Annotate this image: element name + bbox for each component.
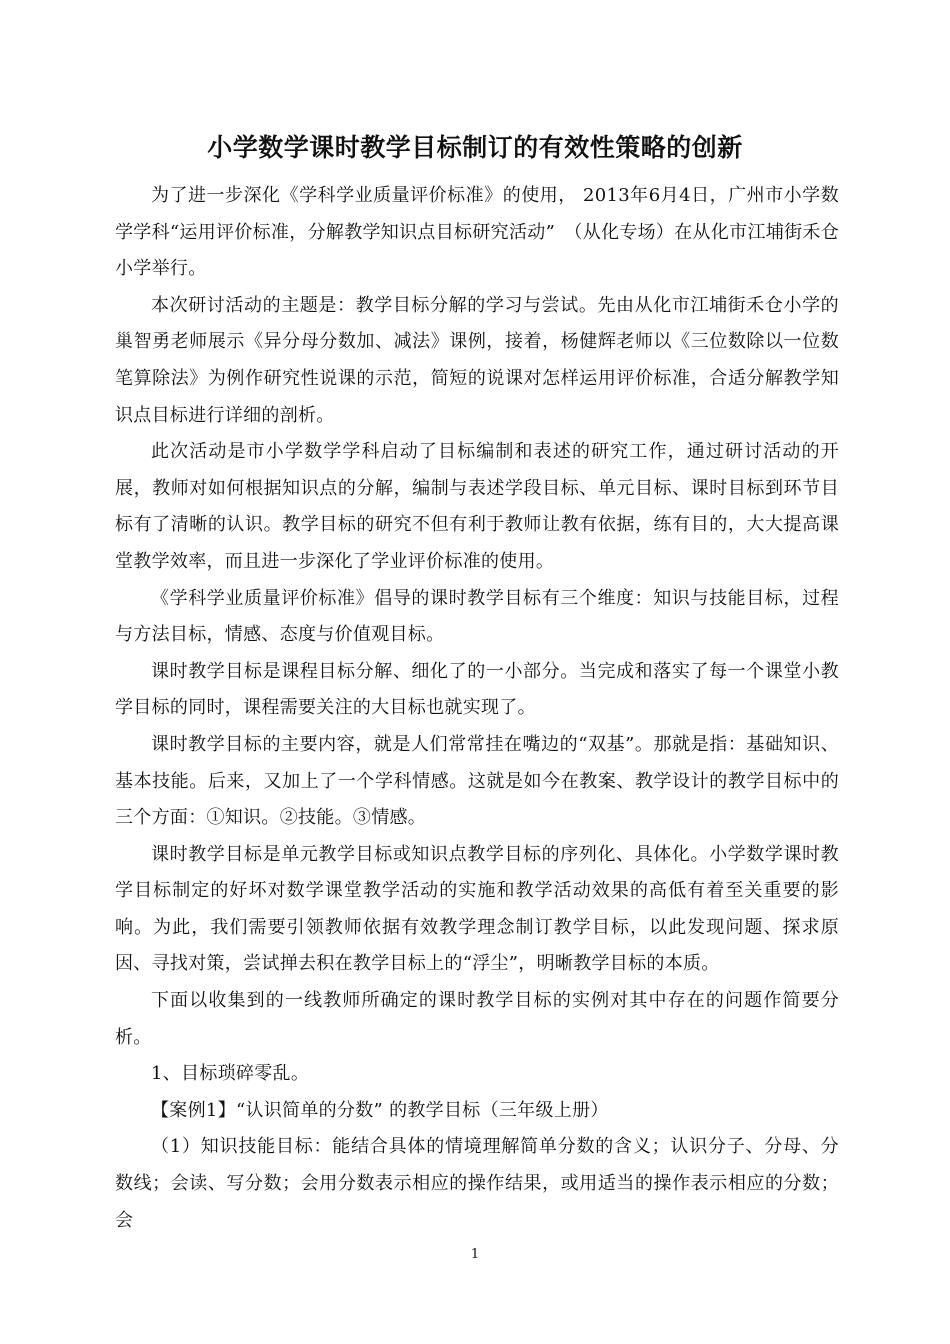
document-body: [115, 178, 839, 1239]
paragraph-theme: 本次研讨活动的主题是：教学目标分解的学习与尝试。先由从化市江埔街禾仓小学的巢智勇老师展示《异分母分数加、减法》课例，接着，杨健辉老师以《三位数除以一位数笔算除法》为例作研究性说课的示范，简短的说课对怎样运用评价标准，合适分解教学知识点目标进行详细的剖析。: [115, 294, 839, 426]
paragraph-heading-1: 1、目标琐碎零乱。: [151, 1063, 310, 1085]
paragraph-knowledge-goal: （1）知识技能目标：能结合具体的情境理解简单分数的含义；认识分子、分母、分数线；会读、写分数；会用分数表示相应的操作结果，或用适当的操作表示相应的分数；会: [115, 1136, 839, 1231]
paragraph-course-goals: 课时教学目标是课程目标分解、细化了的一小部分。当完成和落实了每一个课堂小教学目标的同时，课程需要关注的大目标也就实现了。: [115, 660, 839, 719]
paragraph-activity: 此次活动是市小学数学学科启动了目标编制和表述的研究工作，通过研讨活动的开展，教师对如何根据知识点的分解，编制与表述学段目标、单元目标、课时目标到环节目标有了清晰的认识。教学目标的研究不但有利于教师让教有依据，练有目的，大大提高课堂教学效率，而且进一步深化了学业评价标准的使用。: [115, 441, 839, 572]
paragraph-dimensions: 《学科学业质量评价标准》倡导的课时教学目标有三个维度：知识与技能目标，过程与方法目标，情感、态度与价值观目标。: [115, 587, 839, 646]
paragraph-serialization: 课时教学目标是单元教学目标或知识点教学目标的序列化、具体化。小学数学课时教学目标制定的好坏对数学课堂教学活动的实施和教学活动效果的高低有着至关重要的影响。为此，我们需要引领教师依据有效教学理念制订教学目标，以此发现问题、探求原因、寻找对策，尝试掸去积在教学目标上的“浮尘”，明晰教学目标的本质。: [115, 843, 839, 975]
paragraph-intro: 为了进一步深化《学科学业质量评价标准》的使用， 2013年6月4日，广州市小学数学学科“运用评价标准，分解教学知识点目标研究活动” （从化专场）在从化市江埔街禾仓小学举行。: [115, 185, 839, 280]
document-title: 小学数学课时教学目标制订的有效性策略的创新: [207, 133, 743, 162]
paragraph-double-basics: 课时教学目标的主要内容，就是人们常常挂在嘴边的“双基”。那就是指：基础知识、基本技能。后来，又加上了一个学科情感。这就是如今在教案、教学设计的教学目标中的三个方面：①知识。②技能。③情感。: [115, 733, 839, 829]
paragraph-analysis-intro: 下面以收集到的一线教师所确定的课时教学目标的实例对其中存在的问题作简要分析。: [115, 990, 839, 1048]
paragraph-case-1: 【案例1】“认识简单的分数” 的教学目标（三年级上册）: [151, 1099, 609, 1121]
page-number: 1: [470, 1247, 480, 1262]
